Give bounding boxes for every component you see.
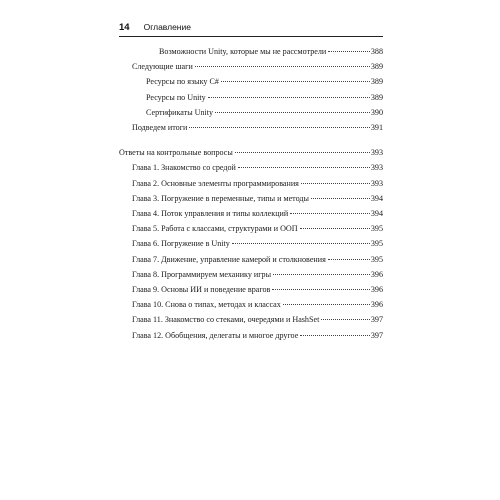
toc-entry <box>119 74 383 89</box>
toc-entry <box>119 90 383 105</box>
toc-entry <box>119 191 383 206</box>
toc-entry-title: Глава 12. Обобщения, делегаты и многое другое <box>132 330 299 340</box>
toc-entry-page: 395 <box>370 239 383 249</box>
toc-entry-page: 397 <box>370 330 383 340</box>
dot-leader <box>290 213 370 214</box>
dot-leader <box>273 274 370 275</box>
toc-entry-title: Ресурсы по Unity <box>146 92 206 102</box>
toc-entry-page: 391 <box>370 123 383 133</box>
toc-entry <box>119 105 383 120</box>
toc-entry <box>119 120 383 135</box>
table-of-contents <box>119 44 383 343</box>
toc-entry <box>119 44 383 59</box>
toc-entry-page: 389 <box>370 77 383 87</box>
toc-entry-page: 389 <box>370 62 383 72</box>
toc-entry <box>119 160 383 175</box>
toc-entry-title: Глава 7. Движение, управление камерой и столкновения <box>132 254 326 264</box>
toc-entry-title: Возможности Unity, которые мы не рассмотрели <box>159 47 327 56</box>
toc-entry-page: 394 <box>370 193 383 203</box>
dot-leader <box>301 183 370 184</box>
toc-entry <box>119 206 383 221</box>
toc-entry-page: 396 <box>370 285 383 295</box>
toc-entry-title: Глава 5. Работа с классами, структурами и ООП <box>132 224 298 234</box>
toc-entry-title: Глава 8. Программируем механику игры <box>132 269 272 279</box>
toc-entry <box>119 297 383 312</box>
toc-entry-page: 397 <box>370 315 383 325</box>
toc-entry-page: 393 <box>370 148 383 158</box>
toc-entry-page: 388 <box>370 47 383 56</box>
toc-entry-title: Глава 10. Снова о типах, методах и классах <box>132 300 281 310</box>
toc-entry-page: 395 <box>370 224 383 234</box>
dot-leader <box>300 335 370 336</box>
toc-entry-title: Сертификаты Unity <box>146 107 214 117</box>
dot-leader <box>328 51 370 52</box>
toc-entry-title: Глава 1. Знакомство со средой <box>132 163 236 173</box>
dot-leader <box>232 243 370 244</box>
section-gap <box>119 135 383 145</box>
toc-entry <box>119 236 383 251</box>
toc-entry <box>119 221 383 236</box>
dot-leader <box>272 289 369 290</box>
toc-entry-title: Ресурсы по языку C# <box>146 77 219 87</box>
toc-entry-page: 394 <box>370 209 383 219</box>
running-title: Оглавление <box>143 22 191 32</box>
dot-leader <box>189 127 370 128</box>
toc-entry <box>119 145 383 160</box>
dot-leader <box>321 319 370 320</box>
toc-entry <box>119 282 383 297</box>
toc-entry-title: Глава 11. Знакомство со стеками, очередями и HashSet <box>132 315 320 325</box>
toc-entry-page: 393 <box>370 178 383 188</box>
dot-leader <box>238 167 370 168</box>
dot-leader <box>221 81 370 82</box>
dot-leader <box>235 152 370 153</box>
toc-entry-title: Глава 6. Погружение в Unity <box>132 239 230 249</box>
dot-leader <box>215 112 370 113</box>
toc-entry-title: Подведем итоги <box>132 123 188 133</box>
toc-entry <box>119 252 383 267</box>
dot-leader <box>283 304 370 305</box>
toc-entry-page: 389 <box>370 92 383 102</box>
dot-leader <box>300 228 370 229</box>
toc-entry <box>119 59 383 74</box>
toc-entry-title: Глава 4. Поток управления и типы коллекций <box>132 209 289 219</box>
dot-leader <box>311 198 370 199</box>
page-number: 14 <box>119 22 130 33</box>
toc-entry <box>119 328 383 343</box>
running-head <box>119 22 383 37</box>
toc-entry <box>119 267 383 282</box>
toc-entry-title: Ответы на контрольные вопросы <box>119 148 233 158</box>
toc-entry-title: Глава 2. Основные элементы программирования <box>132 178 299 188</box>
toc-entry-title: Глава 9. Основы ИИ и поведение врагов <box>132 285 271 295</box>
toc-entry-title: Глава 3. Погружение в переменные, типы и методы <box>132 193 309 203</box>
toc-entry-page: 395 <box>370 254 383 264</box>
toc-entry-page: 396 <box>370 269 383 279</box>
dot-leader <box>328 259 370 260</box>
toc-entry-title: Следующие шаги <box>132 62 193 72</box>
dot-leader <box>195 66 370 67</box>
toc-entry <box>119 176 383 191</box>
toc-entry-page: 396 <box>370 300 383 310</box>
dot-leader <box>208 97 370 98</box>
toc-entry-page: 390 <box>370 107 383 117</box>
toc-entry-page: 393 <box>370 163 383 173</box>
toc-entry <box>119 312 383 327</box>
